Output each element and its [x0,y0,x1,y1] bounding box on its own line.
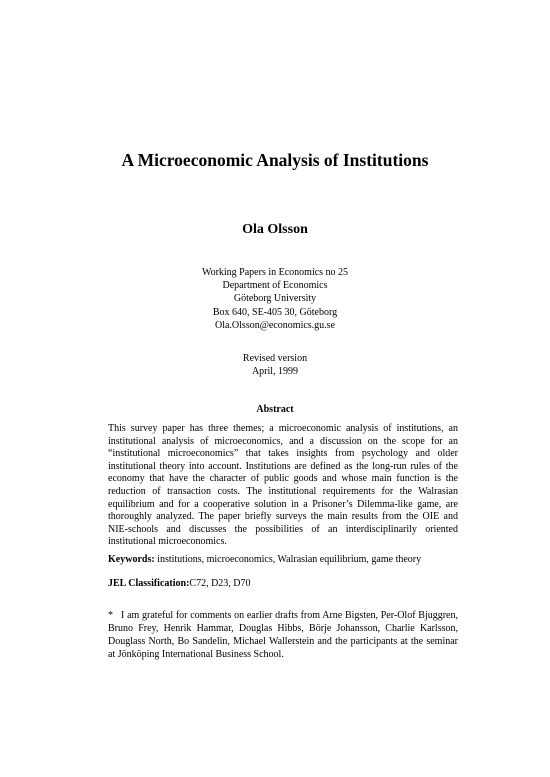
department: Department of Economics [222,280,328,291]
working-paper-series: Working Papers in Economics no 25 [201,267,349,278]
footnote-marker: * [108,610,113,621]
postal-address: Box 640, SE-405 30, Göteborg [212,307,338,318]
abstract-heading: Abstract [256,404,294,415]
acknowledgement-footnote [108,609,458,661]
paper-title: A Microeconomic Analysis of Institutions [121,150,429,170]
university: Göteborg University [233,293,317,304]
version-date: April, 1999 [251,366,299,377]
author-name: Ola Olsson [242,222,308,237]
jel-classification-line [108,578,458,589]
footnote-text: I am grateful for comments on earlier drafts from Arne Bigsten, Per-Olof Bjuggren, Bruno Frey, Henrik Hammar, Douglas Hibbs, Börje Johansson, Charlie Karlsson, Douglass North, Bo Sandelin, Michael Wallerstein and the participants at the seminar at Jönköping International Business School. [108,610,458,660]
email-address: Ola.Olsson@economics.gu.se [214,320,336,331]
keywords-text: institutions, microeconomics, Walrasian equilibrium, game theory [154,554,422,565]
keywords-line [108,554,458,565]
contact-block [0,306,550,332]
jel-label: JEL Classification: [108,578,190,589]
version-block [0,352,550,378]
affiliation-block [0,266,550,305]
keywords-label: Keywords: [108,554,155,565]
jel-codes: C72, D23, D70 [189,578,251,589]
abstract-text: This survey paper has three themes; a microeconomic analysis of institutions, an institutional analysis of microeconomics, and a discussion on the scope for an “institutional microeconomics” that takes insights from psychology and older institutional theory into account. Institutions are defined as the long-run rules of the economy that have the character of public goods and whose main function is the reduction of transaction costs. The institutional requirements for the Walrasian equilibrium and for a cooperative solution in a Prisoner’s Dilemma-like game, are thoroughly analyzed. The paper briefly surveys the main results from the OIE and NIE-schools and discusses the possibilities of an interdisciplinarily oriented institutional microeconomics. [108,423,458,548]
version-label: Revised version [242,353,308,364]
